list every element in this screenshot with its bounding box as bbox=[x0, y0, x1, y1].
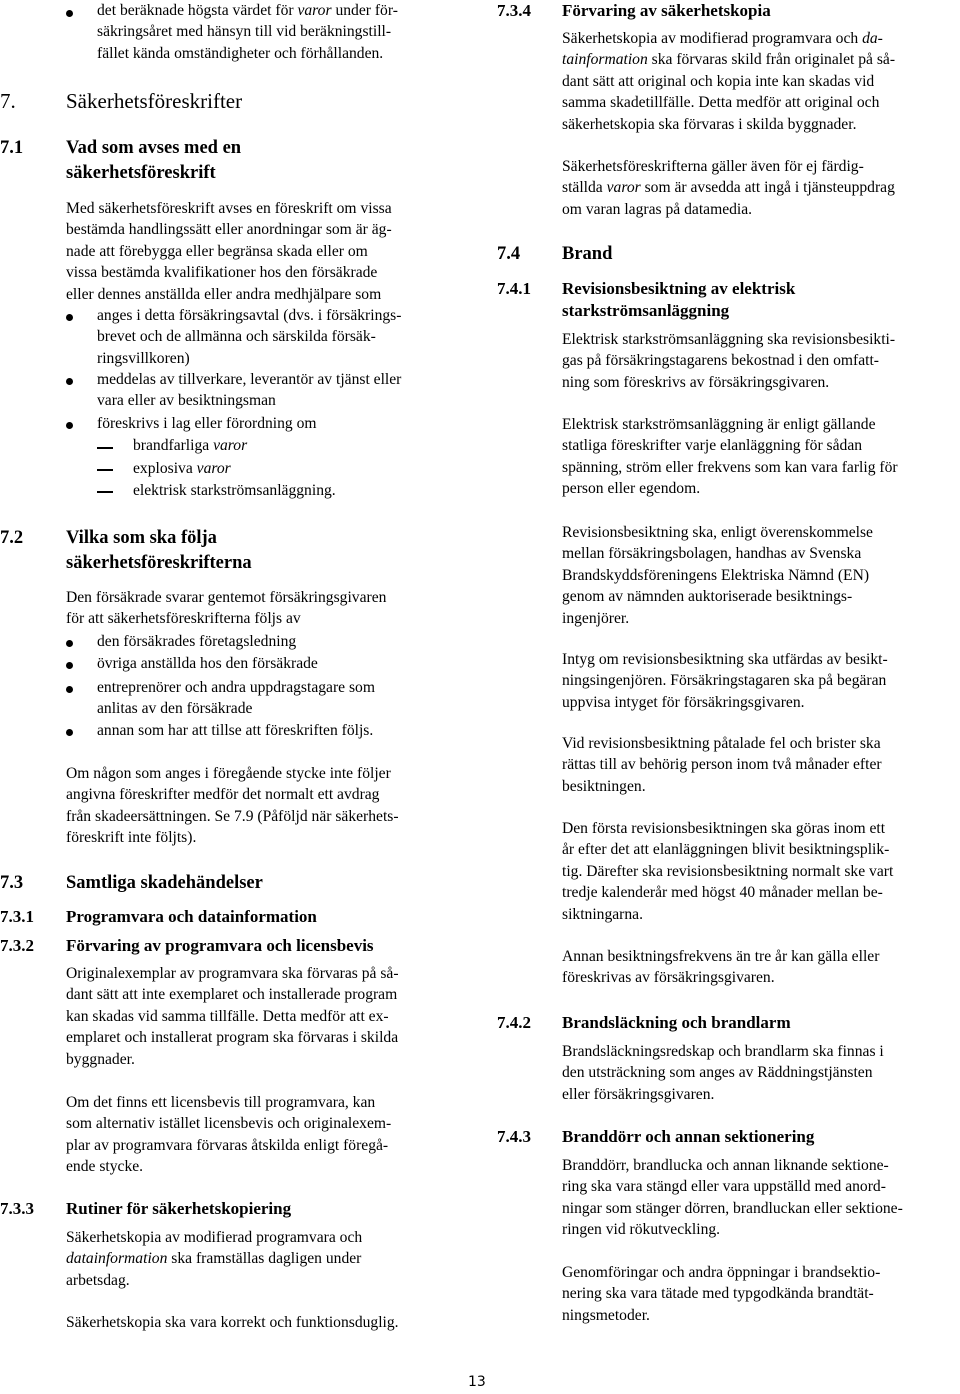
section-7-3-heading: 7.3 Samtliga skadehändelser bbox=[0, 873, 263, 893]
section-7-1-paragraph: Med säkerhetsföreskrift avses en föreskrift om vissa bestämda handlingssätt eller anordningar som är äg- nade att förebygga eller begränsa skada eller om vissa bestämda kvalifikationer hos den försäkrade eller dennes anställda eller andra medhjälpare som bbox=[66, 200, 392, 303]
section-7-4-1-paragraph-2: Elektrisk starkströmsanläggning är enligt gällande statliga föreskrifter varje elanläggning för sådan spänning, ström eller frekvens som kan vara farlig för person eller egendom. bbox=[562, 416, 898, 498]
bullet-text: det beräknade högsta värdet för varor under för- säkringsåret med hänsyn till vid beräkningstill- fället kända omständigheter och förhållanden. bbox=[97, 2, 398, 62]
section-7-4-3-paragraph-2: Genomföringar och andra öppningar i brandsektio- nering ska vara tätade med typgodkända brandtät- ningsmetoder. bbox=[562, 1264, 881, 1324]
sub-list-item: brandfarliga varor bbox=[133, 437, 248, 454]
section-7-2-heading: 7.2 Vilka som ska följa säkerhetsföreskrifterna bbox=[0, 528, 252, 573]
bullet bbox=[66, 640, 73, 647]
list-item: den försäkrades företagsledning bbox=[97, 633, 297, 650]
list-item: meddelas av tillverkare, leverantör av tjänst eller vara eller av besiktningsman bbox=[97, 371, 402, 410]
section-7-1-heading: 7.1 Vad som avses med en säkerhetsföreskrift bbox=[0, 138, 242, 183]
sub-list-item: explosiva varor bbox=[133, 460, 231, 477]
section-7-3-4-paragraph-2: Säkerhetsföreskrifterna gäller även för ej färdig- ställda varor som är avsedda att ingå i tjänsteuppdrag om varan lagras på datamedia. bbox=[562, 158, 895, 218]
bullet bbox=[66, 10, 73, 17]
section-7-2-paragraph-2: Om någon som anges i föregående stycke inte följer angivna föreskrifter medför det normalt ett avdrag från skadeersättningen. Se 7.9 (Påföljd när säkerhets- föreskrift inte följts). bbox=[66, 765, 399, 847]
list-item: annan som har att tillse att föreskriften följs. bbox=[97, 722, 374, 739]
section-7-4-2-heading: 7.4.2 Brandsläckning och brandlarm bbox=[497, 1013, 791, 1032]
list-item: övriga anställda hos den försäkrade bbox=[97, 655, 318, 672]
section-7-4-1-heading: 7.4.1 Revisionsbesiktning av elektrisk starkströmsanläggning bbox=[497, 279, 796, 320]
sub-list-item: elektrisk starkströmsanläggning. bbox=[133, 482, 336, 499]
section-7-3-4-paragraph: Säkerhetskopia av modifierad programvara och da- tainformation ska förvaras skild från originalet på så- dant sätt att original och kopia inte kan skadas vid samma skadetillfälle. Detta medför att original och säkerhetskopia ska förvaras i skilda byggnader. bbox=[562, 30, 896, 133]
dash bbox=[97, 447, 113, 449]
section-7-3-2-paragraph: Originalexemplar av programvara ska förvaras på så- dant sätt att inte exemplaret och installerade program kan skadas vid samma tillfälle. Detta medför att ex- emplaret och installerat program ska förvaras i skilda byggnader. bbox=[66, 965, 399, 1068]
section-7-4-1-paragraph-7: Annan besiktningsfrekvens än tre år kan gälla eller föreskrivas av försäkringsgivaren. bbox=[562, 948, 880, 987]
section-7-3-3-paragraph: Säkerhetskopia av modifierad programvara och datainformation ska framställas dagligen under arbetsdag. bbox=[66, 1229, 363, 1289]
bullet bbox=[66, 686, 73, 693]
bullet bbox=[66, 314, 73, 321]
section-7-3-2-paragraph-2: Om det finns ett licensbevis till programvara, kan som alternativ istället licensbevis och originalexem- plar av programvara förvaras åtskilda enligt föregå- ende stycke. bbox=[66, 1094, 392, 1176]
section-7-3-3-heading: 7.3.3 Rutiner för säkerhetskopiering bbox=[0, 1199, 292, 1218]
list-item: entreprenörer och andra uppdragstagare som anlitas av den försäkrade bbox=[97, 679, 375, 718]
dash bbox=[97, 491, 113, 493]
bullet bbox=[66, 729, 73, 736]
section-7-4-1-paragraph-6: Den första revisionsbesiktningen ska göras inom ett år efter det att elanläggningen blivit besiktningsplik- tig. Därefter ska revisionsbesiktning normalt ske vart tredje kalenderår med högst 40 månader mellan be- siktningarna. bbox=[562, 820, 894, 923]
bullet bbox=[66, 662, 73, 669]
section-7-4-1-paragraph-4: Intyg om revisionsbesiktning ska utfärdas av besikt- ningsingenjören. Försäkringstagaren ska på begäran uppvisa intyget för försäkringsgivaren. bbox=[562, 651, 888, 711]
section-7-4-3-heading: 7.4.3 Branddörr och annan sektionering bbox=[497, 1127, 815, 1146]
section-7-4-heading: 7.4 Brand bbox=[497, 244, 613, 264]
bullet bbox=[66, 378, 73, 385]
section-7-4-2-paragraph: Brandsläckningsredskap och brandlarm ska finnas i den utsträckning som anges av Räddningstjänsten eller försäkringsgivaren. bbox=[562, 1043, 884, 1103]
section-7-4-1-paragraph-5: Vid revisionsbesiktning påtalade fel och brister ska rättas till av behörig person inom två månader efter besiktningen. bbox=[562, 735, 882, 795]
section-7-3-1-heading: 7.3.1 Programvara och datainformation bbox=[0, 907, 317, 926]
section-7-3-3-paragraph-2: Säkerhetskopia ska vara korrekt och funktionsduglig. bbox=[66, 1314, 399, 1331]
section-7-4-3-paragraph: Branddörr, brandlucka och annan liknande sektione- ring ska vara stängd eller vara uppställd med anord- ningar som stänger dörren, brandluckan eller sektione- ringen vid rökutveckling. bbox=[562, 1157, 903, 1239]
bullet bbox=[66, 422, 73, 429]
page-number: 13 bbox=[468, 1374, 486, 1390]
dash bbox=[97, 469, 113, 471]
list-item: anges i detta försäkringsavtal (dvs. i försäkrings- brevet och de allmänna och särskilda försäk- ringsvillkoren) bbox=[97, 307, 402, 367]
section-7-4-1-paragraph-1: Elektrisk starkströmsanläggning ska revisionsbesikti- gas på försäkringstagarens bekostnad i den omfatt- ning som föreskrivs av försäkringsgivaren. bbox=[562, 331, 896, 391]
section-7-3-4-heading: 7.3.4 Förvaring av säkerhetskopia bbox=[497, 1, 771, 20]
section-7-2-paragraph: Den försäkrade svarar gentemot försäkringsgivaren för att säkerhetsföreskrifterna följs av bbox=[66, 589, 387, 628]
section-7-4-1-paragraph-3: Revisionsbesiktning ska, enligt överenskommelse mellan försäkringsbolagen, handhas av Svenska Brandskyddsföreningens Elektriska Nämnd (EN) genom av nämnden auktoriserade besiktnings- ingenjörer. bbox=[562, 524, 873, 627]
list-item: föreskrivs i lag eller förordning om bbox=[97, 415, 317, 432]
section-7-3-2-heading: 7.3.2 Förvaring av programvara och licensbevis bbox=[0, 936, 374, 955]
